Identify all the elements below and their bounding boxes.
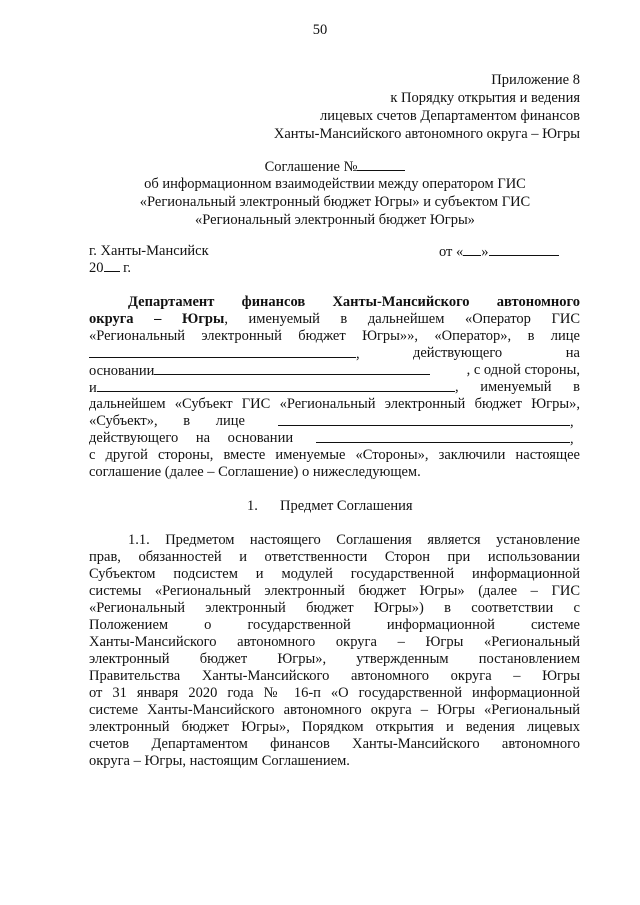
month-blank bbox=[489, 243, 559, 256]
para-1-1-line-5: «Региональный электронный бюджет Югры») в соответствии с bbox=[89, 600, 580, 616]
appendix-line-2: к Порядку открытия и ведения bbox=[390, 90, 580, 106]
para-1-1-line-6: Положением о государственной информационной системе bbox=[89, 617, 580, 633]
preamble-line-3: «Региональный электронный бюджет Югры»», «Оператор», в лице bbox=[89, 328, 580, 344]
preamble-line-8-end: , bbox=[278, 413, 574, 431]
appendix-line-1: Приложение 8 bbox=[491, 72, 580, 88]
preamble-line-2: округа – Югры, именуемый в дальнейшем «Оператор ГИС bbox=[89, 311, 580, 327]
preamble-line-10: с другой стороны, вместе именуемые «Стороны», заключили настоящее bbox=[89, 447, 580, 463]
para-1-1-line-12: электронный бюджет Югры», Порядком открытия и ведения лицевых bbox=[89, 719, 580, 735]
preamble-line-4-right: действующего на bbox=[412, 345, 580, 361]
preamble-line-5-end: , с одной стороны, bbox=[466, 362, 580, 378]
para-1-1-line-10: от 31 января 2020 года № 16-п «О государственной информационной bbox=[89, 685, 580, 701]
title-line-2: об информационном взаимодействии между оператором ГИС bbox=[144, 176, 526, 192]
city-label: г. Ханты-Мансийск bbox=[89, 243, 209, 259]
subject-basis-blank bbox=[316, 430, 570, 443]
subject-name-blank bbox=[97, 379, 455, 392]
para-1-1-line-1: 1.1. Предметом настоящего Соглашения является установление bbox=[128, 532, 580, 548]
para-1-1-line-8: электронный бюджет Югры», утвержденным постановлением bbox=[89, 651, 580, 667]
agreement-title bbox=[0, 158, 640, 176]
preamble-line-8: «Субъект», в лице bbox=[89, 413, 245, 429]
day-blank bbox=[463, 243, 481, 256]
section-1-heading: Предмет Соглашения bbox=[280, 498, 413, 514]
preamble-line-6: и bbox=[89, 379, 455, 397]
preamble-line-11: соглашение (далее – Соглашение) о нижеследующем. bbox=[89, 464, 421, 480]
preamble-line-5: основании bbox=[89, 362, 430, 380]
preamble-line-7: дальнейшем «Субъект ГИС «Региональный электронный бюджет Югры», bbox=[89, 396, 580, 412]
para-1-1-line-7: Ханты-Мансийского автономного округа – Югры «Региональный bbox=[89, 634, 580, 650]
date-line: от « » bbox=[439, 243, 559, 261]
preamble-line-9-end: , bbox=[316, 430, 574, 448]
para-1-1-line-3: Субъектом подсистем и модулей государственной информационной bbox=[89, 566, 580, 582]
preamble-line-1: Департамент финансов Ханты-Мансийского автономного bbox=[128, 294, 580, 310]
para-1-1-line-11: системе Ханты-Мансийского автономного округа – Югры «Региональный bbox=[89, 702, 580, 718]
operator-basis-blank bbox=[154, 362, 430, 375]
para-1-1-line-4: системы «Региональный электронный бюджет Югры» (далее – ГИС bbox=[89, 583, 580, 599]
year-line: 20 г. bbox=[89, 260, 132, 276]
appendix-line-4: Ханты-Мансийского автономного округа – Югры bbox=[273, 126, 580, 142]
title-line-3: «Региональный электронный бюджет Югры» и субъектом ГИС bbox=[139, 194, 531, 210]
para-1-1-line-13: счетов Департаментом финансов Ханты-Мансийского автономного bbox=[89, 736, 580, 752]
para-1-1-line-9: Правительства Ханты-Мансийского автономного округа – Югры bbox=[89, 668, 580, 684]
para-1-1-line-14: округа – Югры, настоящим Соглашением. bbox=[89, 753, 350, 769]
preamble-line-4: , bbox=[89, 345, 360, 363]
agreement-number-blank bbox=[357, 158, 405, 171]
appendix-line-3: лицевых счетов Департаментом финансов bbox=[319, 108, 580, 124]
subject-rep-blank bbox=[278, 413, 570, 426]
para-1-1-line-2: прав, обязанностей и ответственности Сторон при использовании bbox=[89, 549, 580, 565]
preamble-line-6-end: , именуемый в bbox=[454, 379, 580, 395]
section-1-number: 1. bbox=[247, 498, 258, 514]
year-blank bbox=[104, 259, 120, 272]
agreement-number-label: Соглашение № bbox=[264, 159, 358, 175]
preamble-line-9: действующего на основании bbox=[89, 430, 294, 446]
page-number: 50 bbox=[312, 22, 328, 38]
title-line-4: «Региональный электронный бюджет Югры» bbox=[195, 212, 475, 228]
operator-rep-blank bbox=[89, 345, 356, 358]
